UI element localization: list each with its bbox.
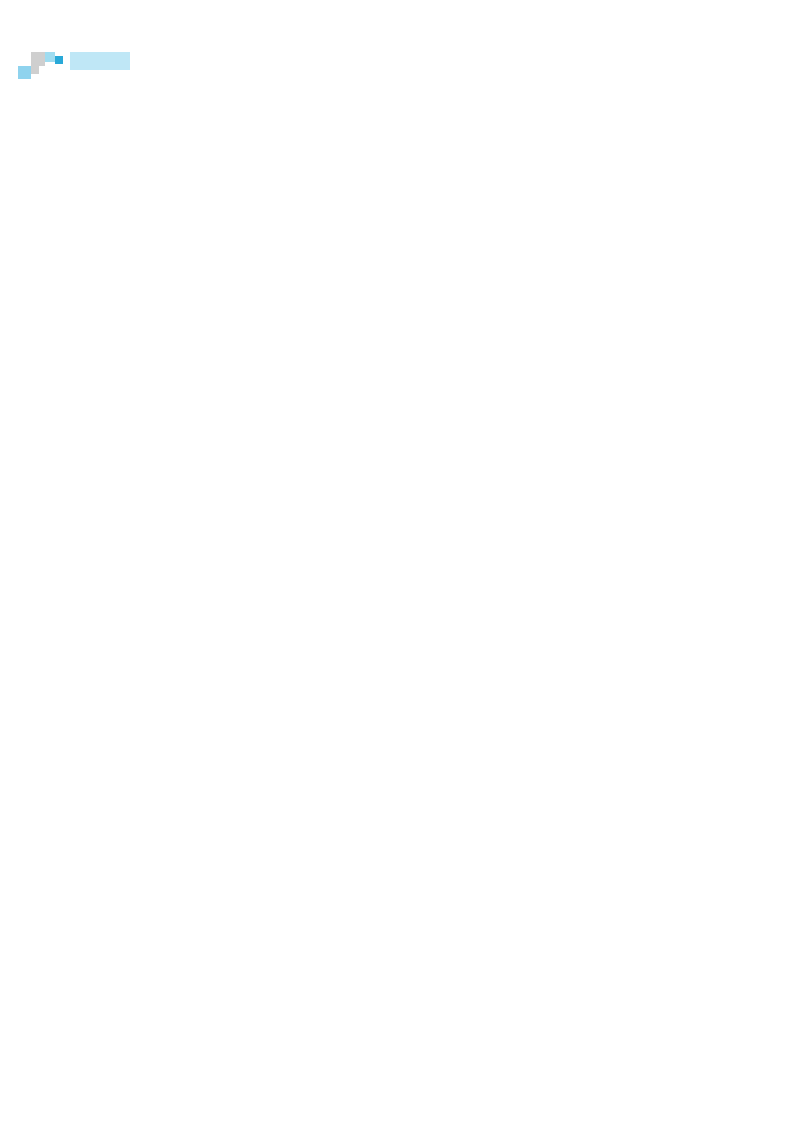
header-decoration-square (31, 66, 39, 74)
header-decoration-square (18, 66, 31, 79)
header-decoration-square (45, 52, 55, 62)
header-decoration-square (31, 52, 45, 66)
header-decoration-square (55, 56, 63, 64)
page-number (70, 52, 130, 70)
